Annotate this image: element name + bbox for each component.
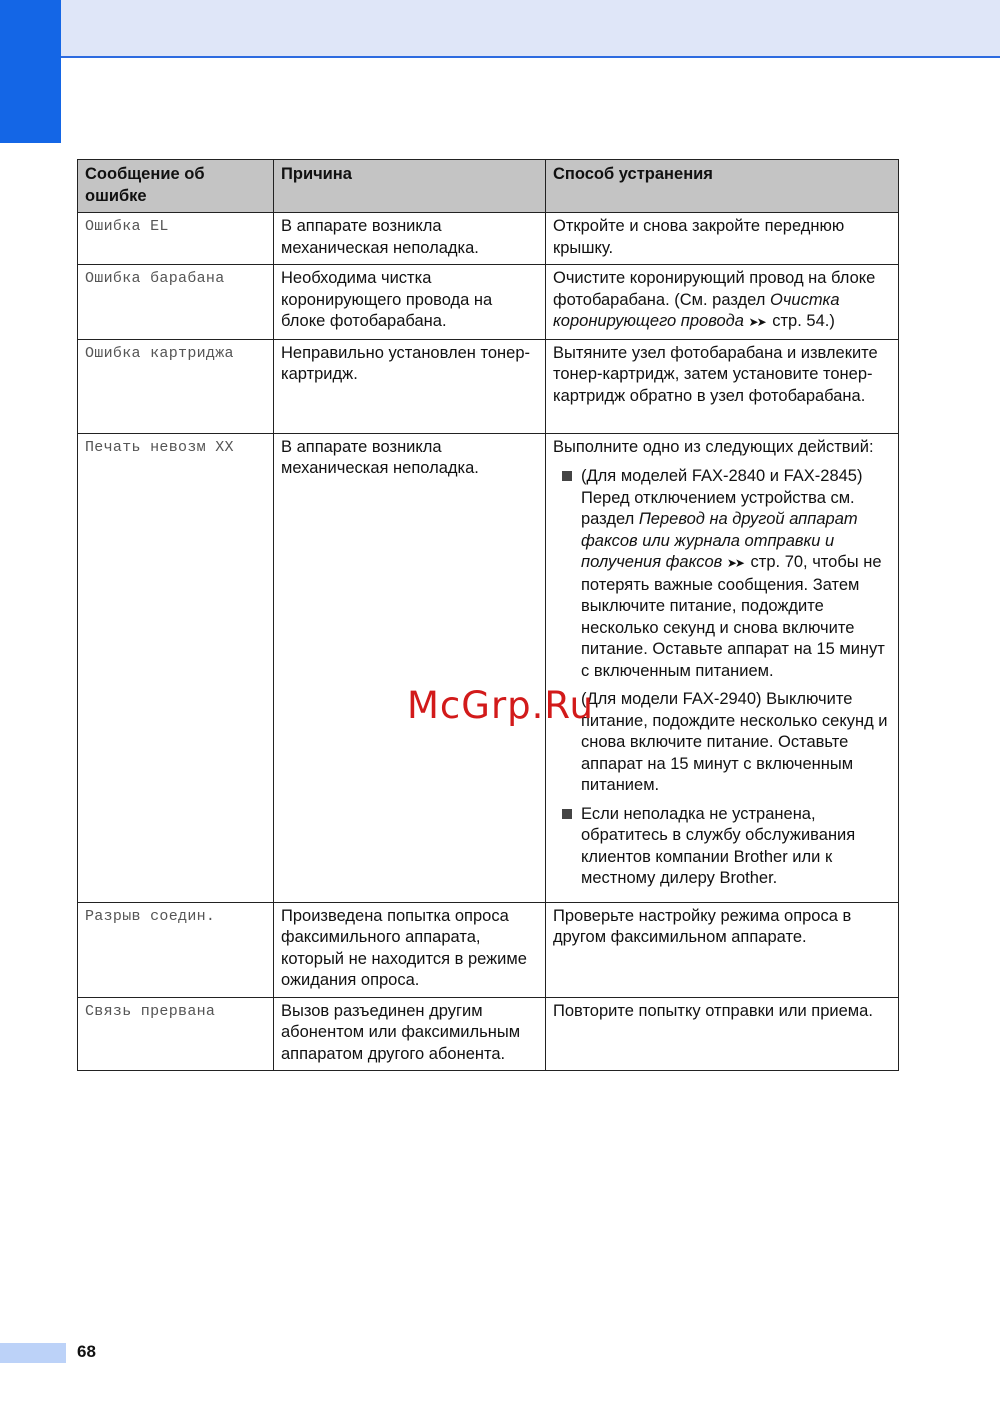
cause-cell: Необходима чистка коронирующего провода на блоке фотобарабана. bbox=[274, 265, 546, 340]
cause-cell: В аппарате возникла механическая неполадка. bbox=[274, 213, 546, 265]
error-message-cell: Связь прервана bbox=[78, 997, 274, 1071]
list-item: (Для моделей FAX-2840 и FAX-2845) Перед отключением устройства см. раздел Перевод на другой аппарат факсов или журнала отправки и получения факсов ➤➤ стр. 70, чтобы не потерять важные сообщения. Затем выключите питание, подождите несколько секунд и снова включите питание. Оставьте аппарат на 15 минут с включенным питанием. bbox=[553, 466, 891, 682]
error-message-cell: Ошибка картриджа bbox=[78, 339, 274, 433]
fix-cell: Откройте и снова закройте переднюю крышку. bbox=[546, 213, 899, 265]
column-header-fix: Способ устранения bbox=[546, 160, 899, 213]
cross-reference-link[interactable]: Очистка коронирующего провода bbox=[553, 290, 840, 330]
watermark: McGrp.Ru bbox=[407, 684, 594, 727]
double-arrow-icon: ➤➤ bbox=[726, 556, 743, 570]
table-row bbox=[78, 213, 899, 265]
table-row bbox=[78, 339, 899, 433]
table-row bbox=[78, 265, 899, 340]
table-row bbox=[78, 997, 899, 1071]
page-number: 68 bbox=[77, 1342, 96, 1361]
fix-steps-list bbox=[553, 466, 891, 890]
error-message-cell: Ошибка барабана bbox=[78, 265, 274, 340]
error-message-cell: Ошибка EL bbox=[78, 213, 274, 265]
list-item: (Для модели FAX-2940) Выключите питание, подождите несколько секунд и снова включите питание. Оставьте аппарат на 15 минут с включенным питанием. bbox=[581, 690, 888, 794]
cause-cell: Произведена попытка опроса факсимильного аппарата, который не находится в режиме ожидания опроса. bbox=[274, 902, 546, 997]
fix-cell bbox=[546, 265, 899, 340]
fix-cell: Вытяните узел фотобарабана и извлеките тонер-картридж, затем установите тонер-картридж обратно в узел фотобарабана. bbox=[546, 339, 899, 433]
page-reference: стр. 54.) bbox=[767, 312, 835, 330]
table-header-row bbox=[78, 160, 899, 213]
cause-cell: В аппарате возникла механическая неполадка. bbox=[274, 433, 546, 902]
column-header-cause: Причина bbox=[274, 160, 546, 213]
error-message-cell: Печать невозм XX bbox=[78, 433, 274, 902]
chapter-side-tab bbox=[0, 0, 61, 143]
list-item: Если неполадка не устранена, обратитесь в службу обслуживания клиентов компании Brother или к местному дилеру Brother. bbox=[553, 804, 891, 890]
cross-reference-link[interactable]: Перевод на другой аппарат факсов или журнала отправки и получения факсов bbox=[581, 510, 858, 571]
fix-intro: Выполните одно из следующих действий: bbox=[553, 437, 874, 456]
fix-text: Очистите коронирующий провод на блоке фотобарабана. (См. раздел bbox=[553, 269, 876, 309]
footer-band bbox=[0, 1343, 66, 1363]
cause-cell: Вызов разъединен другим абонентом или факсимильным аппаратом другого абонента. bbox=[274, 997, 546, 1071]
top-header-band bbox=[0, 0, 1000, 58]
fix-cell bbox=[546, 433, 899, 902]
fix-cell: Повторите попытку отправки или приема. bbox=[546, 997, 899, 1071]
fix-cell: Проверьте настройку режима опроса в другом факсимильном аппарате. bbox=[546, 902, 899, 997]
error-messages-table bbox=[77, 159, 899, 1071]
column-header-message: Сообщение об ошибке bbox=[78, 160, 274, 213]
double-arrow-icon: ➤➤ bbox=[748, 315, 765, 329]
error-message-cell: Разрыв соедин. bbox=[78, 902, 274, 997]
cause-cell: Неправильно установлен тонер-картридж. bbox=[274, 339, 546, 433]
table-row bbox=[78, 433, 899, 902]
table-row bbox=[78, 902, 899, 997]
